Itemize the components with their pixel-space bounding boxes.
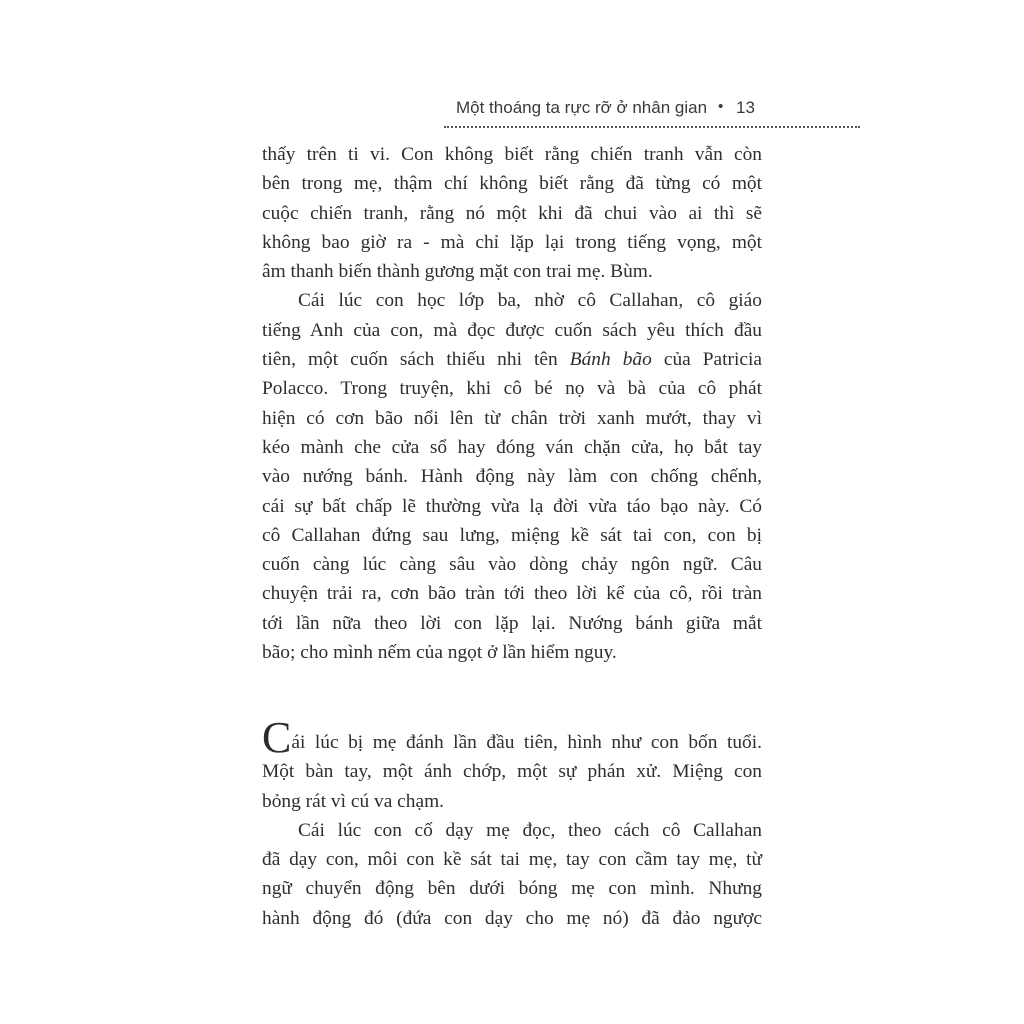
text-line: cái sự bất chấp lẽ thường vừa lạ đời vừa táo bạo này. Có [262, 495, 762, 517]
text-line: không bao giờ ra - mà chỉ lặp lại trong tiếng vọng, một [262, 231, 762, 253]
drop-cap: C [262, 713, 292, 762]
text-block-2 [262, 713, 762, 933]
text-line: cuộc chiến tranh, rằng nó một khi đã chui vào ai thì sẽ [262, 202, 762, 224]
paragraph-first-slap [262, 713, 762, 816]
text-line: tiếng Anh của con, mà đọc được cuốn sách yêu thích đầu [262, 319, 762, 341]
running-header [440, 94, 860, 124]
chapter-title: Một thoáng ta rực rỡ ở nhân gian [456, 98, 708, 117]
text-line: bỏng rát vì cú va chạm. [262, 790, 444, 812]
text-line: tới lần nữa theo lời con lặp lại. Nướng bánh giữa mắt [262, 612, 762, 634]
text-fragment: của Patricia [651, 349, 762, 371]
text-line-with-title [262, 345, 762, 374]
text-line: thấy trên ti vi. Con không biết rằng chiến tranh vẫn còn [262, 144, 762, 165]
text-block-1 [262, 140, 762, 667]
text-line: Cái lúc con cố dạy mẹ đọc, theo cách cô Callahan [298, 819, 762, 841]
text-line: ngữ chuyển động bên dưới bóng mẹ con mình. Nhưng [262, 878, 762, 900]
text-line: kéo mành che cửa sổ hay đóng ván chặn cửa, họ bắt tay [262, 436, 762, 458]
text-line: Một bàn tay, một ánh chớp, một sự phán xử. Miệng con [262, 761, 762, 783]
text-line: cô Callahan đứng sau lưng, miệng kề sát tai con, con bị [262, 524, 762, 546]
text-line: cuốn càng lúc càng sâu vào dòng chảy ngôn ngữ. Câu [262, 554, 762, 576]
paragraph-teaching-mother [262, 816, 762, 933]
text-fragment: ái lúc bị mẹ đánh lần đầu tiên, hình như con bốn tuổi. [291, 732, 762, 753]
text-line: bão; cho mình nếm của ngọt ở lần hiểm nguy. [262, 642, 617, 664]
text-line: Cái lúc con học lớp ba, nhờ cô Callahan, cô giáo [298, 290, 762, 312]
text-line: chuyện trải ra, cơn bão tràn tới theo lời kể của cô, rồi tràn [262, 583, 762, 605]
header-dotted-rule [444, 126, 860, 128]
header-bullet: • [718, 98, 724, 115]
text-line: bên trong mẹ, thậm chí không biết rằng đã từng có một [262, 173, 762, 195]
paragraph-continued [262, 140, 762, 286]
text-line: hiện có cơn bão nổi lên từ chân trời xanh mướt, thay vì [262, 407, 762, 429]
text-line: Polacco. Trong truyện, khi cô bé nọ và bà của cô phát [262, 378, 762, 400]
text-line: vào nướng bánh. Hành động này làm con chống chếnh, [262, 466, 762, 488]
text-fragment: tiên, một cuốn sách thiếu nhi tên [262, 349, 570, 371]
text-line: âm thanh biến thành gương mặt con trai mẹ. Bùm. [262, 261, 653, 283]
paragraph-storm-cake [262, 286, 762, 667]
text-line: hành động đó (đứa con dạy cho mẹ nó) đã đảo ngược [262, 907, 762, 929]
text-line-dropcap [262, 713, 762, 762]
text-line: đã dạy con, môi con kề sát tai mẹ, tay con cầm tay mẹ, từ [262, 849, 762, 871]
book-title-italic: Bánh bão [569, 349, 652, 371]
page-number: 13 [736, 98, 755, 117]
